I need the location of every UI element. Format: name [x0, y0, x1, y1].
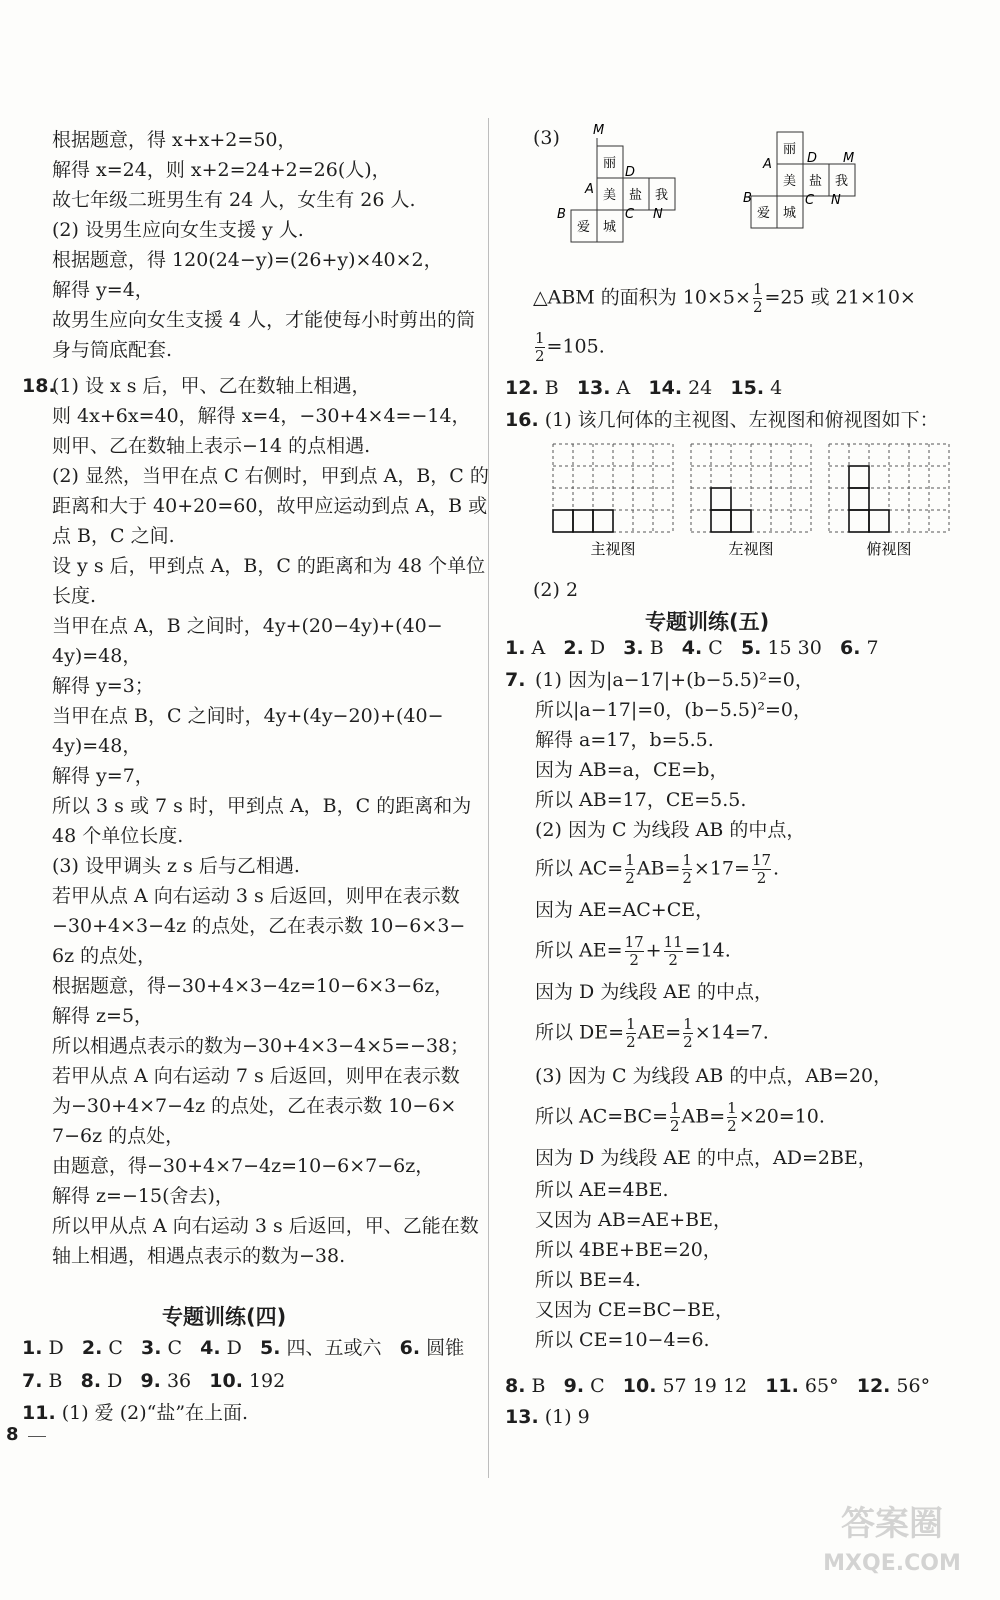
view-grid: [553, 444, 673, 558]
answer-number: 8.: [80, 1370, 102, 1392]
text-line: 为−30+4×7−4z 的点处，乙在表示数 10−6×: [52, 1095, 457, 1117]
answer-value: 24: [682, 377, 713, 399]
text-line: [535, 726, 714, 754]
view-square: [553, 510, 573, 532]
view-square: [573, 510, 593, 532]
denominator: 2: [629, 951, 639, 969]
text-line: [535, 1236, 722, 1264]
answer-value: B: [643, 637, 664, 659]
answer-row: [22, 1334, 464, 1362]
text-part: 因为 AB=a，CE=b，: [535, 759, 729, 781]
cell-text: 丽: [603, 156, 617, 171]
answer-value: 15 30: [761, 637, 822, 659]
answer-number: 9.: [563, 1375, 585, 1397]
numerator: 1: [683, 1015, 693, 1033]
text-line: 所以相遇点表示的数为−30+4×3−4×5=−38；: [52, 1035, 470, 1057]
cell-text: 城: [603, 220, 617, 235]
answer-value: 7: [860, 637, 879, 659]
text-part: (3) 因为 C 为线段 AB 的中点，AB=20，: [535, 1065, 893, 1087]
fraction: [626, 1016, 636, 1051]
cell-text: 盐: [629, 188, 643, 203]
cell-text: 爱: [757, 206, 771, 221]
text-line: [535, 934, 731, 969]
text-line: 故男生应向女生支援 4 人，才能使每小时剪出的筒: [52, 309, 476, 331]
fraction: [682, 852, 692, 887]
answer-value: 4: [764, 377, 783, 399]
view-grid: [829, 444, 949, 558]
fraction: [727, 1100, 737, 1135]
text-line: 7−6z 的点处，: [52, 1125, 185, 1147]
text-line: [535, 1016, 769, 1051]
text-line: [535, 816, 805, 844]
view-square: [849, 510, 869, 532]
text-line: 身与筒底配套.: [52, 339, 173, 361]
cube-net-diagram: [545, 118, 925, 248]
text-line: 所以 3 s 或 7 s 时，甲到点 A，B，C 的距离和为: [52, 795, 472, 817]
answer-number: 1.: [22, 1337, 43, 1359]
numerator: 1: [682, 851, 692, 869]
denominator: 2: [682, 869, 692, 887]
subquestion-label: (3): [533, 127, 560, 149]
label-M: M: [843, 151, 855, 166]
answer-number: 13.: [576, 377, 611, 399]
denominator: 2: [727, 1117, 737, 1135]
answer-number: 6.: [839, 637, 861, 659]
text-line: 根据题意，得 120(24−y)=(26+y)×40×2，: [52, 249, 443, 271]
svg-text:MXQE.COM: MXQE.COM: [823, 1551, 961, 1576]
answer-row: [505, 1372, 930, 1400]
question-number: 7.: [505, 669, 526, 691]
answer-value: D: [220, 1337, 242, 1359]
text-line: (2) 显然，当甲在点 C 右侧时，甲到点 A，B，C 的: [52, 465, 489, 487]
text-line: (3) 设甲调头 z s 后与乙相遇.: [52, 855, 300, 877]
answer-value: C: [584, 1375, 605, 1397]
label-M: M: [593, 123, 605, 138]
answer-number: 10.: [209, 1370, 243, 1392]
text-part: ×20=10.: [738, 1105, 825, 1128]
text-line: [535, 1100, 825, 1135]
text-line: 轴上相遇，相遇点表示的数为−38.: [52, 1245, 346, 1267]
page-rule: [28, 1436, 46, 1437]
text-part: 所以 DE=: [535, 1021, 625, 1044]
text-part: +: [645, 939, 662, 962]
text-line: 48 个单位长度.: [52, 825, 184, 847]
denominator: 2: [756, 869, 767, 887]
text-line: 解得 z=5，: [52, 1005, 154, 1027]
text-part: 又因为 CE=BC−BE，: [535, 1299, 734, 1321]
label-C: C: [805, 193, 815, 208]
answer-value: 36: [160, 1370, 192, 1392]
answer-value: C: [102, 1337, 123, 1359]
answer-value: A: [610, 377, 631, 399]
question-number: 18.: [22, 375, 56, 397]
text-line: 当甲在点 A，B 之间时，4y+(20−4y)+(40−: [52, 615, 443, 637]
answer-number: 2.: [563, 637, 584, 659]
view-square: [711, 488, 731, 510]
text-line: [535, 1326, 710, 1354]
text-part: AE=: [637, 1021, 682, 1044]
text-line: [535, 1296, 734, 1324]
answer-value: C: [161, 1337, 183, 1359]
question-16: 16. (1) 该几何体的主视图、左视图和俯视图如下：: [505, 409, 939, 431]
text-part: AB=: [681, 1105, 726, 1128]
numerator: 1: [625, 851, 635, 869]
answer-value: 65°: [798, 1375, 839, 1397]
text-line: 则甲、乙在数轴上表示−14 的点相遇.: [52, 435, 371, 457]
answer-number: 14.: [648, 377, 683, 399]
view-square: [593, 510, 613, 532]
text-part: 所以 BE=4.: [535, 1269, 641, 1291]
text-line: 长度.: [52, 585, 97, 607]
text-part: 因为 D 为线段 AE 的中点，: [535, 981, 773, 1003]
answer-value: B: [42, 1370, 63, 1392]
watermark-logo: [802, 1490, 982, 1580]
text-part: AB=: [636, 857, 681, 880]
text-part: ×14=7.: [694, 1021, 769, 1044]
numerator: 17: [751, 851, 772, 869]
answer-number: 1.: [505, 637, 526, 659]
text-line: 距离和大于 40+20=60，故甲应运动到点 A，B 或: [52, 495, 488, 517]
text-line: [535, 1206, 732, 1234]
label-A: A: [585, 182, 594, 197]
fraction: [683, 1016, 693, 1051]
cell-text: 我: [835, 174, 849, 189]
answer-row: 11. (1) 爱 (2)“盐”在上面.: [22, 1402, 249, 1424]
denominator: 2: [683, 1033, 693, 1051]
answer-row: [22, 1367, 285, 1395]
text-part: 解得 a=17，b=5.5.: [535, 729, 714, 751]
text-line: [535, 696, 812, 724]
text-line: 根据题意，得−30+4×3−4z=10−6×3−6z，: [52, 975, 454, 997]
answer-value: 192: [242, 1370, 286, 1392]
answer-number: 4.: [681, 637, 703, 659]
label-A: A: [763, 157, 772, 172]
text-part: 所以 AC=: [535, 857, 624, 880]
view-label: 俯视图: [866, 540, 912, 558]
answer-value: 圆锥: [420, 1337, 465, 1359]
fraction: $\frac{1}{2}$: [752, 280, 763, 316]
view-label: 左视图: [728, 540, 774, 558]
answer-value: 57 19 12: [656, 1375, 748, 1397]
text-line: [535, 1176, 669, 1204]
cell-text: 美: [783, 174, 797, 189]
column-divider: [488, 118, 489, 1478]
cell-text: 丽: [783, 142, 797, 157]
answer-number: 11.: [765, 1375, 799, 1397]
answer-number: 7.: [22, 1370, 43, 1392]
numerator: 11: [663, 933, 683, 951]
text-part: 所以 CE=10−4=6.: [535, 1329, 710, 1351]
text-line: [535, 1062, 892, 1090]
answer-number: 2.: [81, 1337, 103, 1359]
cell-text: 美: [603, 188, 617, 203]
text-part: =14.: [684, 939, 731, 962]
net-1: [557, 123, 675, 242]
text-line: 6z 的点处，: [52, 945, 157, 967]
text-line: 若甲从点 A 向右运动 7 s 后返回，则甲在表示数: [52, 1065, 460, 1087]
text-part: (2) 因为 C 为线段 AB 的中点，: [535, 819, 806, 841]
answer-number: 8.: [505, 1375, 526, 1397]
text-part: 又因为 AB=AE+BE，: [535, 1209, 732, 1231]
answer-number: 4.: [200, 1337, 221, 1359]
text-line: 解得 z=−15(舍去)，: [52, 1185, 234, 1207]
denominator: 2: [625, 869, 635, 887]
answer-number: 9.: [140, 1370, 161, 1392]
answer-value: 四、五或六: [280, 1337, 382, 1359]
text-line: 若甲从点 A 向右运动 3 s 后返回，则甲在表示数: [52, 885, 460, 907]
text-line: [535, 786, 746, 814]
numerator: 17: [624, 933, 644, 951]
answer-value: B: [538, 377, 559, 399]
numerator: 1: [626, 1015, 636, 1033]
view-square: [711, 510, 731, 532]
denominator: 2: [670, 1117, 680, 1135]
text-part: 所以 AC=BC=: [535, 1105, 668, 1128]
answer-value: B: [525, 1375, 546, 1397]
text-line: 由题意，得−30+4×7−4z=10−6×7−6z，: [52, 1155, 435, 1177]
view-square: [869, 510, 889, 532]
text-line: [535, 852, 779, 887]
answer-number: 6.: [399, 1337, 421, 1359]
text-part: 因为 D 为线段 AE 的中点，AD=2BE，: [535, 1147, 877, 1169]
text-line: (1) 设 x s 后，甲、乙在数轴上相遇，: [52, 375, 371, 397]
text-part: 所以 AE=: [535, 939, 623, 962]
view-square: [731, 510, 751, 532]
text-line: 设 y s 后，甲到点 A，B，C 的距离和为 48 个单位: [52, 555, 486, 577]
text-line: 解得 y=7，: [52, 765, 154, 787]
text-part: 所以 AB=17，CE=5.5.: [535, 789, 747, 811]
net-2: [743, 132, 855, 228]
answer-value: 56°: [890, 1375, 931, 1397]
label-N: N: [831, 193, 841, 208]
text-line: 则 4x+6x=40，解得 x=4，−30+4×4=−14，: [52, 405, 471, 427]
cell-text: 爱: [577, 220, 591, 235]
label-D: D: [625, 165, 636, 180]
text-part: ×17=: [693, 857, 750, 880]
text-line: [535, 666, 814, 694]
text-line: 解得 y=3；: [52, 675, 154, 697]
denominator: 2: [626, 1033, 636, 1051]
answer-value: A: [525, 637, 546, 659]
text-line: 故七年级二班男生有 24 人，女生有 26 人.: [52, 189, 416, 211]
answer-number: 5.: [740, 637, 762, 659]
area-line-2: $\frac{1}{2}$ =105.: [535, 329, 605, 365]
view-square: [849, 488, 869, 510]
text-part: 因为 AE=AC+CE，: [535, 899, 715, 921]
text-line: [535, 1144, 877, 1172]
label-C: C: [625, 207, 635, 222]
section-title: 专题训练(五): [645, 610, 770, 634]
answer-number: 12.: [856, 1375, 891, 1397]
answer-number: 5.: [260, 1337, 281, 1359]
text-part: 所以 AE=4BE.: [535, 1179, 669, 1201]
fraction: [670, 1100, 680, 1135]
fraction: [625, 852, 635, 887]
section-title: 专题训练(四): [162, 1305, 287, 1329]
cell-text: 城: [783, 206, 797, 221]
text-part: (1) 因为|a−17|+(b−5.5)²=0，: [535, 669, 814, 691]
text-line: [535, 978, 773, 1006]
text-part: 所以 4BE+BE=20，: [535, 1239, 722, 1261]
label-B: B: [557, 207, 566, 222]
text-line: 点 B，C 之间.: [52, 525, 175, 547]
text-part: .: [773, 857, 780, 880]
fraction: [752, 852, 771, 887]
text-line: 4y)=48，: [52, 645, 142, 667]
numerator: 1: [670, 1099, 680, 1117]
text-line: 4y)=48，: [52, 735, 142, 757]
answer-value: D: [42, 1337, 64, 1359]
cell-text: 盐: [809, 174, 823, 189]
denominator: 2: [668, 951, 678, 969]
numerator: 1: [727, 1099, 737, 1117]
three-views-diagram: [545, 436, 965, 586]
answer-number: 3.: [141, 1337, 162, 1359]
view-square: [849, 466, 869, 488]
text-line: [535, 756, 728, 784]
text-line: (2) 设男生应向女生支援 y 人.: [52, 219, 304, 241]
text-line: 所以甲从点 A 向右运动 3 s 后返回，甲、乙能在数: [52, 1215, 479, 1237]
label-B: B: [743, 191, 752, 206]
text-part: 所以|a−17|=0，(b−5.5)²=0，: [535, 699, 812, 721]
label-D: D: [807, 151, 818, 166]
answer-value: C: [702, 637, 723, 659]
answer-number: 12.: [505, 377, 539, 399]
answer-number: 15.: [730, 377, 765, 399]
fraction: [625, 934, 644, 969]
area-line: △ABM 的面积为 10×5× $\frac{1}{2}$ =25 或 21×10×: [533, 280, 916, 316]
answer-value: D: [101, 1370, 123, 1392]
cell-text: 我: [655, 188, 669, 203]
answer-number: 10.: [622, 1375, 657, 1397]
text-line: 解得 x=24，则 x+2=24+2=26(人)，: [52, 159, 391, 181]
label-N: N: [653, 207, 663, 222]
page-number: 8: [6, 1424, 19, 1445]
text-line: 当甲在点 B，C 之间时，4y+(4y−20)+(40−: [52, 705, 444, 727]
answer-row: [505, 634, 879, 662]
answer-value: D: [583, 637, 606, 659]
text-line: −30+4×3−4z 的点处，乙在表示数 10−6×3−: [52, 915, 466, 937]
view-grid: [691, 444, 811, 558]
text-line: [535, 1266, 641, 1294]
svg-text:答案圈: 答案圈: [841, 1504, 943, 1544]
view-label: 主视图: [590, 540, 636, 558]
text-line: 解得 y=4，: [52, 279, 154, 301]
answer-row: 13. (1) 9: [505, 1406, 590, 1428]
fraction: $\frac{1}{2}$: [535, 329, 545, 365]
fraction: [664, 934, 683, 969]
answer-number: 3.: [623, 637, 644, 659]
text-line: [535, 896, 714, 924]
text-line: 根据题意，得 x+x+2=50，: [52, 129, 297, 151]
answer-row: [505, 374, 782, 402]
answer-line: (2) 2: [533, 579, 579, 601]
